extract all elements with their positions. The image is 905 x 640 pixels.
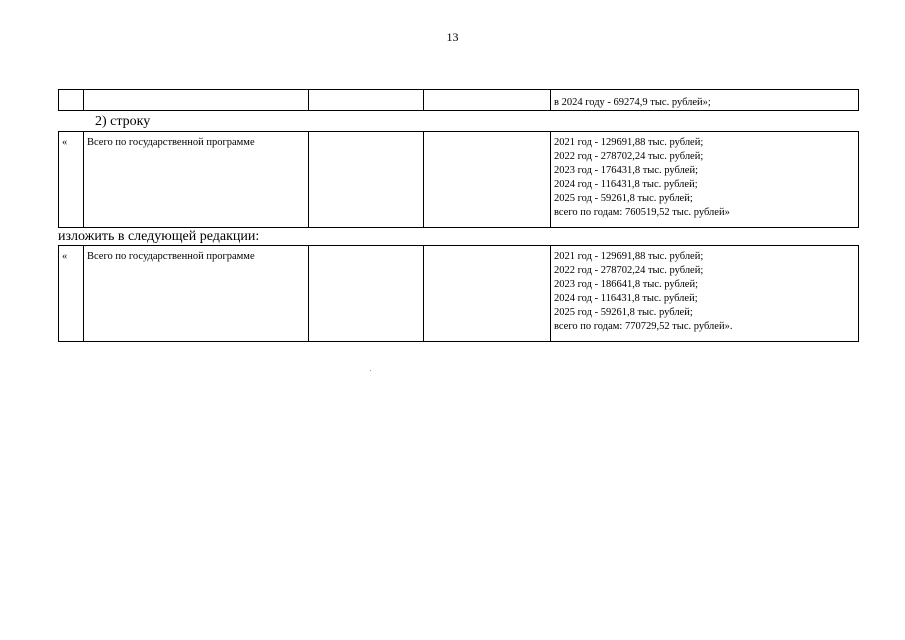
funding-line-2024: 2024 год - 116431,8 тыс. рублей; bbox=[554, 293, 698, 304]
cell-col4 bbox=[424, 90, 551, 111]
cell-col4 bbox=[424, 132, 551, 228]
funding-line-2025: 2025 год - 59261,8 тыс. рублей; bbox=[554, 307, 693, 318]
table-row bbox=[59, 90, 859, 111]
cell-label: Всего по государственной программе bbox=[84, 246, 309, 342]
cell-funding bbox=[551, 90, 859, 111]
table-old-row bbox=[58, 131, 859, 228]
funding-line-2025: 2025 год - 59261,8 тыс. рублей; bbox=[554, 193, 693, 204]
funding-line-total: всего по годам: 770729,52 тыс. рублей». bbox=[554, 321, 733, 332]
funding-line-2023: 2023 год - 186641,8 тыс. рублей; bbox=[554, 279, 699, 290]
cell-col3 bbox=[309, 132, 424, 228]
page-number: 13 bbox=[446, 30, 459, 44]
table-new-row bbox=[58, 245, 859, 342]
funding-line-2021: 2021 год - 129691,88 тыс. рублей; bbox=[554, 137, 704, 148]
cell-quote: « bbox=[59, 132, 84, 228]
table-row bbox=[59, 246, 859, 342]
cell-quote: « bbox=[59, 246, 84, 342]
funding-line-2022: 2022 год - 278702,24 тыс. рублей; bbox=[554, 265, 704, 276]
cell-col2 bbox=[84, 90, 309, 111]
funding-line-total: всего по годам: 760519,52 тыс. рублей» bbox=[554, 207, 730, 218]
heading-edit-label: изложить в следующей редакции: bbox=[58, 229, 260, 244]
table-row bbox=[59, 132, 859, 228]
cell-col3 bbox=[309, 90, 424, 111]
scan-speck bbox=[370, 370, 371, 371]
cell-col3 bbox=[309, 246, 424, 342]
cell-funding bbox=[551, 246, 859, 342]
heading-row-label: 2) строку bbox=[95, 114, 151, 129]
table-top-row bbox=[58, 89, 859, 111]
funding-line-2022: 2022 год - 278702,24 тыс. рублей; bbox=[554, 151, 704, 162]
cell-col1 bbox=[59, 90, 84, 111]
funding-line-2021: 2021 год - 129691,88 тыс. рублей; bbox=[554, 251, 704, 262]
funding-line: в 2024 году - 69274,9 тыс. рублей»; bbox=[554, 97, 711, 108]
cell-label: Всего по государственной программе bbox=[84, 132, 309, 228]
funding-line-2024: 2024 год - 116431,8 тыс. рублей; bbox=[554, 179, 698, 190]
cell-col4 bbox=[424, 246, 551, 342]
funding-line-2023: 2023 год - 176431,8 тыс. рублей; bbox=[554, 165, 699, 176]
cell-funding bbox=[551, 132, 859, 228]
